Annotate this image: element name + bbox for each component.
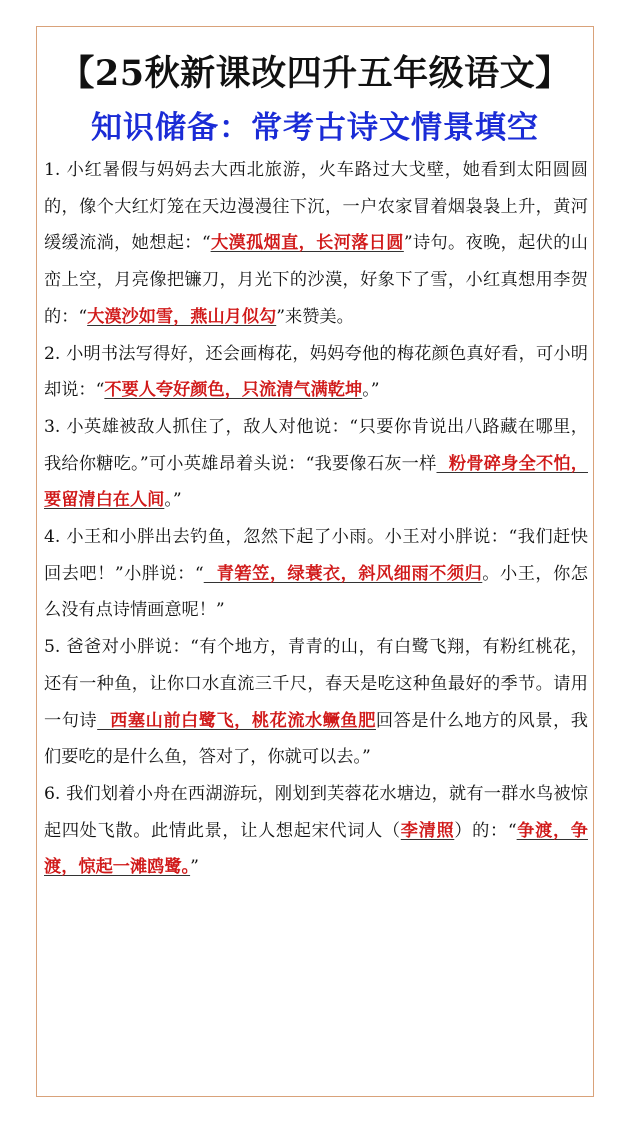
question-1-text-b: ”诗句。夜晚，起伏的山峦上空，月亮像把镰刀，月光下的沙漠，好象下了雪，小红真想用李贺的：“ (44, 233, 588, 327)
question-list (44, 152, 588, 886)
question-1 (44, 152, 588, 336)
question-5 (44, 629, 588, 776)
question-4-answer: 青箬笠，绿蓑衣，斜风细雨不须归 (203, 563, 483, 584)
question-2-text-b: 。” (362, 380, 380, 401)
page-subtitle: 知识储备：常考古诗文情景填空 (91, 110, 539, 146)
question-2-text-a: 2. 小明书法写得好，还会画梅花，妈妈夸他的梅花颜色真好看，可小明却说：“ (44, 343, 588, 401)
question-3 (44, 409, 588, 519)
question-1-text-c: ”来赞美。 (276, 306, 354, 327)
question-2-answer: 不要人夸好颜色，只流清气满乾坤 (104, 380, 363, 401)
question-6-answer-2: 争渡，争渡，惊起一滩鸥鹭。 (44, 820, 588, 878)
question-5-text-a: 5. 爸爸对小胖说：“有个地方，青青的山，有白鹭飞翔，有粉红桃花，还有一种鱼，让你口水直流三千尺，春天是吃这种鱼最好的季节。请用一句诗 (44, 637, 588, 731)
question-1-answer-2: 大漠沙如雪，燕山月似勾 (87, 306, 277, 327)
question-6-text-b: ）的：“ (454, 820, 517, 841)
question-2 (44, 336, 588, 409)
question-1-answer-1: 大漠孤烟直，长河落日圆 (210, 233, 404, 254)
question-4-text-b: 。小王，你怎么没有点诗情画意呢！” (44, 563, 588, 621)
question-6-answer-1: 李清照 (400, 820, 455, 841)
question-6-text-c: ” (190, 857, 199, 878)
question-3-text-b: 。” (164, 490, 182, 511)
question-6 (44, 776, 588, 886)
question-5-text-b: 回答是什么地方的风景，我们要吃的是什么鱼，答对了，你就可以去。” (44, 710, 588, 768)
question-4-text-a: 4. 小王和小胖出去钓鱼，忽然下起了小雨。小王对小胖说：“我们赶快回去吧！”小胖说：“ (44, 527, 588, 584)
page-title: 【25秋新课改四升五年级语文】 (59, 53, 571, 94)
question-4 (44, 519, 588, 629)
question-6-text-a: 6. 我们划着小舟在西湖游玩，刚划到芙蓉花水塘边，就有一群水鸟被惊起四处飞散。此情此景，让人想起宋代词人（ (44, 783, 588, 841)
question-3-answer: 粉骨碎身全不怕，要留清白在人间 (44, 453, 588, 511)
question-5-answer: 西塞山前白鹭飞，桃花流水鳜鱼肥 (97, 710, 376, 731)
question-1-text-a: 1. 小红暑假与妈妈去大西北旅游，火车路过大戈壁，她看到太阳圆圆的，像个大红灯笼在天边漫漫往下沉，一户农家冒着烟袅袅上升，黄河缓缓流淌，她想起：“ (44, 160, 588, 254)
question-3-text-a: 3. 小英雄被敌人抓住了，敌人对他说：“只要你肯说出八路藏在哪里，我给你糖吃。”可小英雄昂着头说：“我要像石灰一样 (44, 416, 588, 474)
